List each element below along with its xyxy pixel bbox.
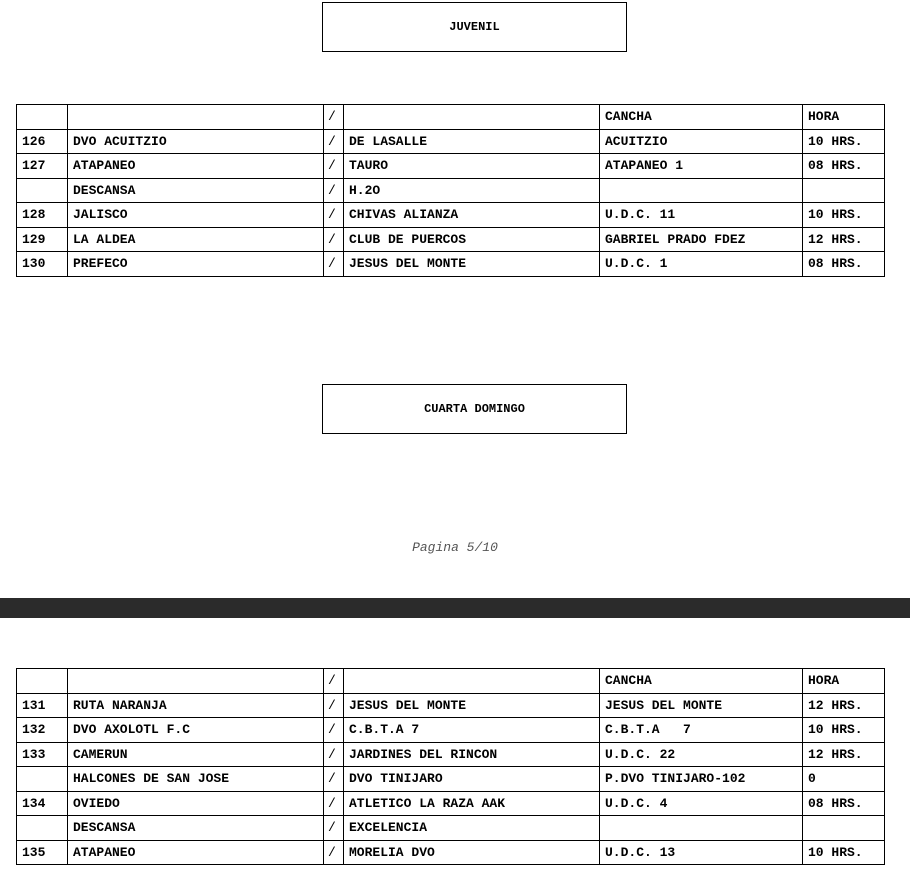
away-team-cell: TAURO [344,154,600,179]
match-number-cell: 130 [17,252,68,277]
category-title: JUVENIL [449,20,500,34]
venue-cell: JESUS DEL MONTE [600,693,803,718]
vs-separator-cell: / [324,693,344,718]
match-number-cell: 132 [17,718,68,743]
home-team-cell: DVO AXOLOTL F.C [68,718,324,743]
header-venue-cell: CANCHA [600,105,803,130]
home-team-cell: CAMERUN [68,742,324,767]
table-row [17,718,885,743]
match-number-cell: 135 [17,840,68,865]
table-row [17,767,885,792]
match-number-cell: 127 [17,154,68,179]
vs-separator-cell: / [324,767,344,792]
venue-cell [600,178,803,203]
time-cell: 12 HRS. [803,693,885,718]
time-cell: 12 HRS. [803,227,885,252]
away-team-cell: H.2O [344,178,600,203]
time-cell: 10 HRS. [803,203,885,228]
table-row [17,791,885,816]
header-match-number-cell [17,669,68,694]
table-header-row [17,669,885,694]
match-number-cell: 133 [17,742,68,767]
venue-cell: U.D.C. 4 [600,791,803,816]
fixtures-table-cuarta-domingo [16,668,885,865]
table-row [17,693,885,718]
match-number-cell: 131 [17,693,68,718]
header-time-cell: HORA [803,105,885,130]
home-team-cell: OVIEDO [68,791,324,816]
table-row [17,154,885,179]
vs-separator-cell: / [324,227,344,252]
table-row [17,816,885,841]
venue-cell: C.B.T.A 7 [600,718,803,743]
match-number-cell [17,767,68,792]
vs-separator-cell: / [324,178,344,203]
home-team-cell: DESCANSA [68,816,324,841]
category-title-box [322,2,627,52]
match-number-cell: 128 [17,203,68,228]
away-team-cell: EXCELENCIA [344,816,600,841]
home-team-cell: PREFECO [68,252,324,277]
vs-separator-cell: / [324,840,344,865]
table-row [17,252,885,277]
time-cell [803,178,885,203]
match-number-cell: 134 [17,791,68,816]
table-row [17,203,885,228]
vs-separator-cell: / [324,252,344,277]
home-team-cell: HALCONES DE SAN JOSE [68,767,324,792]
time-cell: 10 HRS. [803,840,885,865]
header-vs-separator-cell: / [324,669,344,694]
venue-cell: GABRIEL PRADO FDEZ [600,227,803,252]
vs-separator-cell: / [324,154,344,179]
venue-cell [600,816,803,841]
page-separator [0,598,910,618]
round-title-box [322,384,627,434]
table-row [17,227,885,252]
vs-separator-cell: / [324,742,344,767]
time-cell: 0 [803,767,885,792]
time-cell: 10 HRS. [803,718,885,743]
home-team-cell: ATAPANEO [68,154,324,179]
match-number-cell: 129 [17,227,68,252]
fixtures-table-juvenil [16,104,885,277]
match-number-cell [17,816,68,841]
away-team-cell: MORELIA DVO [344,840,600,865]
home-team-cell: DVO ACUITZIO [68,129,324,154]
home-team-cell: DESCANSA [68,178,324,203]
vs-separator-cell: / [324,791,344,816]
header-time-cell: HORA [803,669,885,694]
time-cell: 08 HRS. [803,252,885,277]
away-team-cell: JESUS DEL MONTE [344,693,600,718]
time-cell: 12 HRS. [803,742,885,767]
away-team-cell: DVO TINIJARO [344,767,600,792]
time-cell: 08 HRS. [803,791,885,816]
away-team-cell: CLUB DE PUERCOS [344,227,600,252]
match-number-cell: 126 [17,129,68,154]
away-team-cell: ATLETICO LA RAZA AAK [344,791,600,816]
venue-cell: U.D.C. 1 [600,252,803,277]
venue-cell: ACUITZIO [600,129,803,154]
table-row [17,840,885,865]
away-team-cell: JESUS DEL MONTE [344,252,600,277]
time-cell [803,816,885,841]
away-team-cell: DE LASALLE [344,129,600,154]
away-team-cell: C.B.T.A 7 [344,718,600,743]
away-team-cell: CHIVAS ALIANZA [344,203,600,228]
header-away-team-cell [344,669,600,694]
venue-cell: U.D.C. 11 [600,203,803,228]
header-home-team-cell [68,105,324,130]
vs-separator-cell: / [324,129,344,154]
table-row [17,742,885,767]
time-cell: 10 HRS. [803,129,885,154]
header-venue-cell: CANCHA [600,669,803,694]
venue-cell: U.D.C. 22 [600,742,803,767]
home-team-cell: JALISCO [68,203,324,228]
home-team-cell: RUTA NARANJA [68,693,324,718]
venue-cell: P.DVO TINIJARO-102 [600,767,803,792]
venue-cell: U.D.C. 13 [600,840,803,865]
match-number-cell [17,178,68,203]
header-match-number-cell [17,105,68,130]
vs-separator-cell: / [324,203,344,228]
home-team-cell: ATAPANEO [68,840,324,865]
table-header-row [17,105,885,130]
header-vs-separator-cell: / [324,105,344,130]
vs-separator-cell: / [324,718,344,743]
venue-cell: ATAPANEO 1 [600,154,803,179]
header-home-team-cell [68,669,324,694]
table-row [17,129,885,154]
page-number: Pagina 5/10 [412,540,498,555]
time-cell: 08 HRS. [803,154,885,179]
table-row [17,178,885,203]
header-away-team-cell [344,105,600,130]
round-title: CUARTA DOMINGO [424,402,525,416]
home-team-cell: LA ALDEA [68,227,324,252]
vs-separator-cell: / [324,816,344,841]
away-team-cell: JARDINES DEL RINCON [344,742,600,767]
